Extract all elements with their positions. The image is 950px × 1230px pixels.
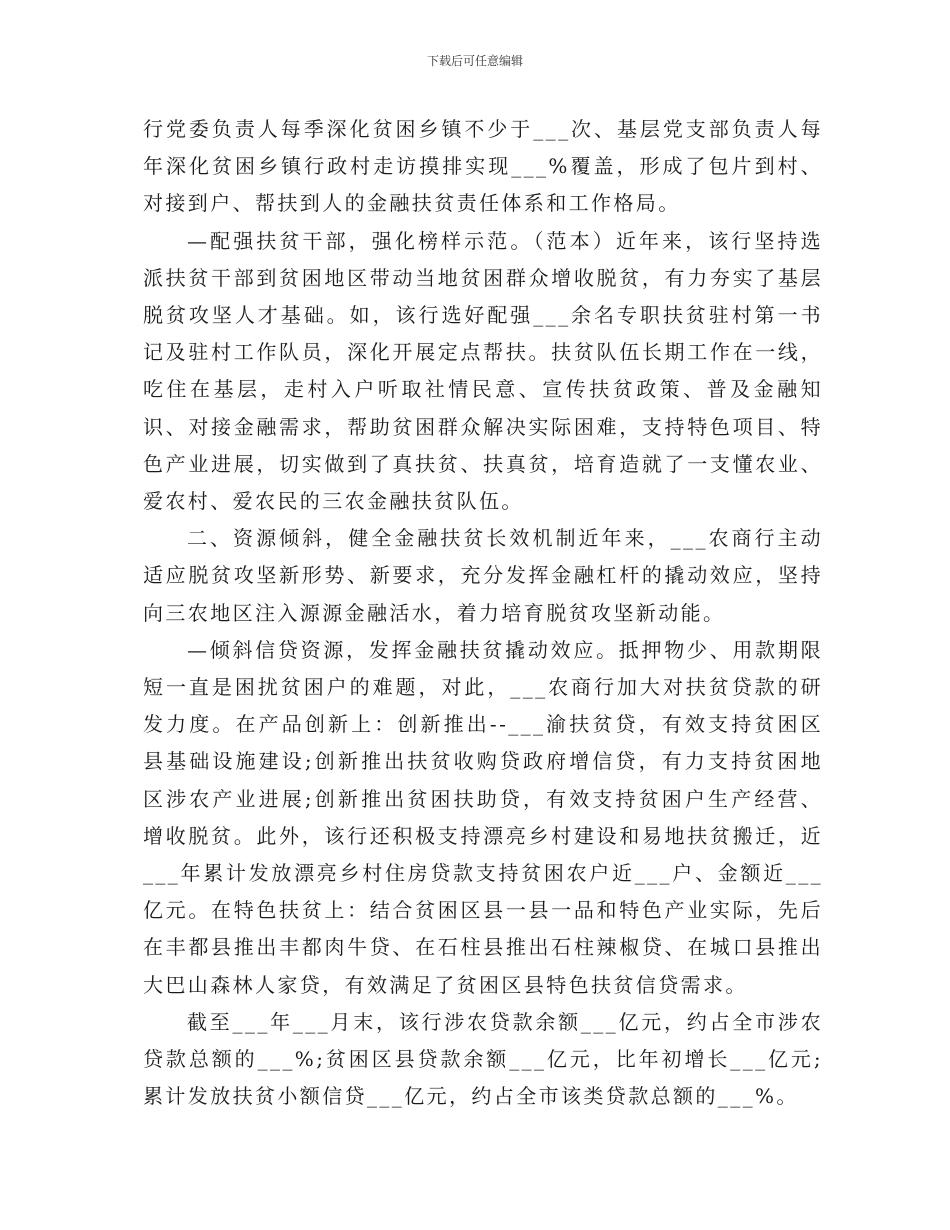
paragraph-4: —倾斜信贷资源，发挥金融扶贫撬动效应。抵押物少、用款期限短一直是困扰贫困户的难题，对此，___农商行加大对扶贫贷款的研发力度。在产品创新上：创新推出--___渝扶贫贷，有效支持贫困区县基础设施建设;创新推出扶贫收购贷政府增信贷，有力支持贫困地区涉农产业进展;创新推出贫困扶助贷，有效支持贫困户生产经营、增收脱贫。此外，该行还积极支持漂亮乡村建设和易地扶贫搬迁，近___年累计发放漂亮乡村住房贷款支持贫困农户近___户、金额近___亿元。在特色扶贫上：结合贫困区县一县一品和特色产业实际，先后在丰都县推出丰都肉牛贷、在石柱县推出石柱辣椒贷、在城口县推出大巴山森林人家贷，有效满足了贫困区县特色扶贫信贷需求。	[143, 637, 823, 997]
paragraph-5: 截至___年___月末，该行涉农贷款余额___亿元，约占全市涉农贷款总额的___%;贫困区县贷款余额___亿元，比年初增长___亿元;累计发放扶贫小额信贷___亿元，约占全市该类贷款总额的___%。	[143, 1009, 823, 1109]
paragraph-2: —配强扶贫干部，强化榜样示范。（范本）近年来，该行坚持选派扶贫干部到贫困地区带动当地贫困群众增收脱贫，有力夯实了基层脱贫攻坚人才基础。如，该行选好配强___余名专职扶贫驻村第一书记及驻村工作队员，深化开展定点帮扶。扶贫队伍长期工作在一线，吃住在基层，走村入户听取社情民意、宣传扶贫政策、普及金融知识、对接金融需求，帮助贫困群众解决实际困难，支持特色项目、特色产业进展，切实做到了真扶贫、扶真贫，培育造就了一支懂农业、爱农村、爱农民的三农金融扶贫队伍。	[143, 228, 823, 514]
document-body	[143, 111, 823, 1115]
paragraph-1: 行党委负责人每季深化贫困乡镇不少于___次、基层党支部负责人每年深化贫困乡镇行政村走访摸排实现___%覆盖，形成了包片到村、对接到户、帮扶到人的金融扶贫责任体系和工作格局。	[143, 117, 823, 216]
paragraph-3: 二、资源倾斜，健全金融扶贫长效机制近年来，___农商行主动适应脱贫攻坚新形势、新要求，充分发挥金融杠杆的撬动效应，坚持向三农地区注入源源金融活水，着力培育脱贫攻坚新动能。	[143, 526, 823, 625]
page-header: 下载后可任意编辑	[426, 54, 523, 68]
